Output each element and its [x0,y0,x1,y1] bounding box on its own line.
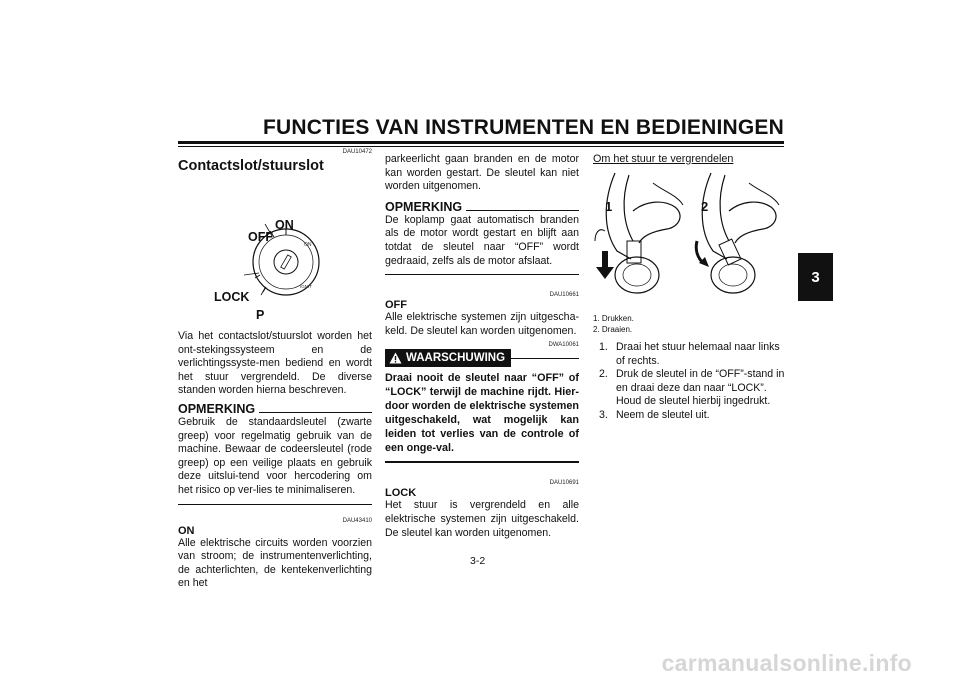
warning-heading [385,349,579,367]
reference-code: DAU10691 [549,480,579,487]
note-text: De koplamp gaat automatisch branden als de motor wordt gestart en blijft aan totdat de sleutel naar “OFF” wordt gedraaid, zelfs als de motor afslaat. [385,213,579,267]
on-heading: ON [178,524,195,537]
page-number: 3-2 [470,555,486,567]
caption-item: 1. Drukken. [593,314,634,323]
warning-label: WAARSCHUWING [406,352,506,365]
note-text: Gebruik de standaardsleutel (zwarte greep) voor regelmatig gebruik van de machine. Bewaar de codeersleutel (rode greep) op een veilige plaats en gebruik deze uitslui-tend voor hercodering om het risico op ver-lies te minimaliseren. [178,415,372,496]
caption-item: 2. Draaien. [593,325,633,334]
header-rule-thin [178,146,784,147]
step-item: 2. Druk de sleutel in de “OFF”-stand in en draai deze dan naar “LOCK”. Houd de sleutel hierbij ingedrukt. [599,368,785,408]
off-text: Alle elektrische systemen zijn uitgescha-keld. De sleutel kan worden uitgenomen. [385,311,579,337]
steps-list [593,341,787,423]
label-on: ON [275,218,294,232]
note-label: OPMERKING [385,199,463,214]
step-item: 1. Draai het stuur helemaal naar links of rechts. [599,341,780,367]
figure-label-2: 2 [701,199,709,214]
warning-text: Draai nooit de sleutel naar “OFF” of “LOCK” terwijl de machine rijdt. Hier-door worden de elektrische systemen uitgeschakeld, wat mogelijk kan leiden tot verlies van de controle of een onge-val. [385,372,579,455]
intro-text: Via het contactslot/stuurslot worden het ont-stekingssysteem en de verlichtingssyste-men bediend en wordt het stuur vergrendeld. De diverse standen worden hierna beschreven. [178,330,372,397]
on-text-continued: parkeerlicht gaan branden en de motor kan worden gestart. De sleutel kan niet worden uitgenomen. [385,153,579,193]
chapter-tab: 3 [798,253,833,301]
note-rule [466,210,579,211]
note-rule [259,412,372,413]
svg-text:IGNIT: IGNIT [300,284,312,289]
column-3 [593,148,787,423]
header-rule [178,141,784,144]
figure-label-1: 1 [605,199,613,214]
figure-captions [593,313,787,335]
steering-lock-subheading: Om het stuur te vergrendelen [593,153,734,165]
lock-heading: LOCK [385,487,417,500]
off-heading: OFF [385,299,407,312]
svg-text:ON: ON [304,242,312,248]
lock-text: Het stuur is vergrendeld en alle elektrische systemen zijn uitgeschakeld. De sleutel kan worden uitgenomen. [385,499,579,539]
warning-rule [511,358,579,359]
page-header-title: FUNCTIES VAN INSTRUMENTEN EN BEDIENINGEN [263,116,784,139]
note-heading [178,402,372,416]
label-p: P [256,308,265,322]
label-lock: LOCK [214,290,250,304]
column-1 [178,148,372,591]
note-heading [385,200,579,214]
reference-code: DAU43410 [342,517,372,524]
note-end-rule [385,274,579,275]
warning-badge [385,349,511,367]
label-off: OFF [248,230,273,244]
step-item: 3. Neem de sleutel uit. [599,408,710,421]
key-push-turn-illustration [593,171,785,303]
note-label: OPMERKING [178,401,256,416]
steering-lock-figure [593,171,787,303]
reference-code: DAU10472 [342,149,372,155]
column-2 [385,148,579,540]
watermark: carmanualsonline.info [661,650,912,676]
reference-code: DWA10061 [548,342,579,349]
ignition-switch-figure [178,180,372,322]
warning-end-rule [385,461,579,463]
warning-triangle-icon [389,352,402,364]
section-heading: Contactslot/stuurslot [178,158,324,174]
note-end-rule [178,504,372,505]
reference-code: DAU10661 [549,292,579,299]
on-text: Alle elektrische circuits worden voorzien van stroom; de instrumentenverlichting, de achterlichten, de kentekenverlichting en het [178,536,372,590]
